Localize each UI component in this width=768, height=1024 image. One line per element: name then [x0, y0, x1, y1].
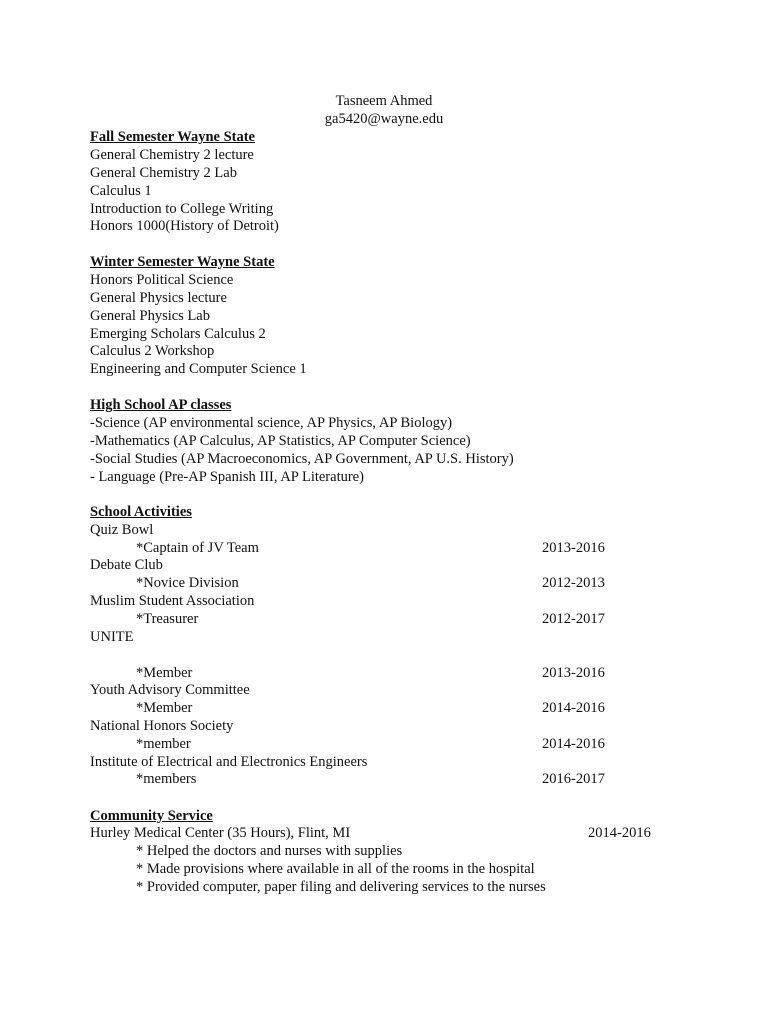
fall-course: Calculus 1 — [90, 183, 152, 199]
activity-org: National Honors Society — [90, 718, 234, 734]
service-bullet: * Helped the doctors and nurses with supplies — [136, 843, 403, 859]
fall-semester-heading: Fall Semester Wayne State — [90, 129, 255, 145]
ap-class-line: - Language (Pre-AP Spanish III, AP Literature) — [90, 469, 364, 485]
activity-years: 2013-2016 — [542, 540, 605, 556]
activity-role: *Member — [136, 665, 193, 681]
winter-course: Calculus 2 Workshop — [90, 343, 215, 359]
activity-years: 2016-2017 — [542, 771, 605, 787]
activity-role: *Member — [136, 700, 193, 716]
ap-class-line: -Social Studies (AP Macroeconomics, AP Government, AP U.S. History) — [90, 451, 514, 467]
activity-role: *member — [136, 736, 191, 752]
activity-years: 2014-2016 — [542, 700, 605, 716]
activity-years: 2012-2017 — [542, 611, 605, 627]
activity-years: 2014-2016 — [542, 736, 605, 752]
fall-course: Introduction to College Writing — [90, 201, 274, 217]
activity-role: *Captain of JV Team — [136, 540, 259, 556]
service-org: Hurley Medical Center (35 Hours), Flint, MI — [90, 825, 351, 841]
winter-course: General Physics lecture — [90, 290, 227, 306]
activity-org: UNITE — [90, 629, 134, 645]
fall-course: General Chemistry 2 lecture — [90, 147, 254, 163]
service-years: 2014-2016 — [588, 825, 651, 841]
winter-course: Honors Political Science — [90, 272, 234, 288]
activity-role: *members — [136, 771, 197, 787]
applicant-name: Tasneem Ahmed — [335, 93, 433, 109]
school-activities-heading: School Activities — [90, 504, 192, 520]
service-bullet: * Provided computer, paper filing and delivering services to the nurses — [136, 879, 546, 895]
activity-org: Muslim Student Association — [90, 593, 255, 609]
resume-header — [0, 93, 768, 129]
activity-org: Quiz Bowl — [90, 522, 154, 538]
activity-years: 2012-2013 — [542, 575, 605, 591]
service-bullet: * Made provisions where available in all of the rooms in the hospital — [136, 861, 535, 877]
activity-role: *Treasurer — [136, 611, 199, 627]
winter-semester-heading: Winter Semester Wayne State — [90, 254, 275, 270]
fall-course: Honors 1000(History of Detroit) — [90, 218, 279, 234]
winter-course: Emerging Scholars Calculus 2 — [90, 326, 266, 342]
activity-role: *Novice Division — [136, 575, 239, 591]
activity-org: Debate Club — [90, 557, 163, 573]
activity-years: 2013-2016 — [542, 665, 605, 681]
ap-classes-heading: High School AP classes — [90, 397, 232, 413]
winter-course: Engineering and Computer Science 1 — [90, 361, 307, 377]
activity-org: Youth Advisory Committee — [90, 682, 250, 698]
community-service-heading: Community Service — [90, 808, 213, 824]
fall-course: General Chemistry 2 Lab — [90, 165, 237, 181]
activity-org: Institute of Electrical and Electronics Engineers — [90, 754, 368, 770]
ap-class-line: -Science (AP environmental science, AP Physics, AP Biology) — [90, 415, 453, 431]
applicant-email: ga5420@wayne.edu — [324, 110, 444, 127]
winter-course: General Physics Lab — [90, 308, 210, 324]
ap-class-line: -Mathematics (AP Calculus, AP Statistics, AP Computer Science) — [90, 433, 471, 449]
